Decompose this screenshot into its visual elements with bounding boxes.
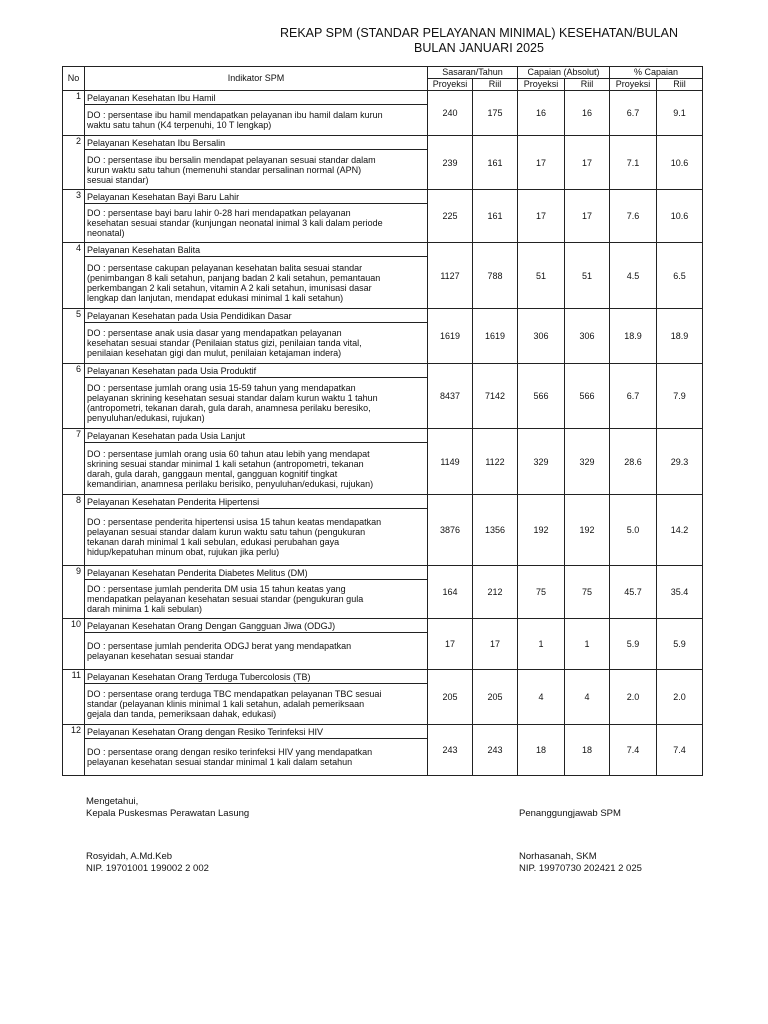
- definition-line: skrining sesuai standar minimal 1 kali setahun (antropometri, tekanan: [87, 458, 364, 469]
- definition-line: DO : persentase cakupan pelayanan kesehatan balita sesuai standar: [87, 262, 363, 273]
- head-nip: NIP. 19701001 199002 2 002: [86, 863, 209, 874]
- value-sasaran-riil: 161: [473, 136, 518, 190]
- value-sasaran-riil: 243: [473, 725, 518, 776]
- indicator-row: [63, 364, 703, 378]
- value-capaian-riil: 18: [565, 725, 610, 776]
- value-capaian-proyeksi: 4: [518, 670, 565, 725]
- definition-line: (penimbangan 8 kali setahun, panjang badan 2 kali setahun, pemantauan: [87, 272, 381, 283]
- value-capaian-riil: 4: [565, 670, 610, 725]
- value-sasaran-proyeksi: 164: [428, 566, 473, 619]
- value-persen-proyeksi: 45.7: [610, 566, 657, 619]
- definition-line: DO : persentase jumlah orang usia 60 tahun atau lebih yang mendapat: [87, 448, 370, 459]
- value-persen-riil: 2.0: [657, 670, 703, 725]
- indicator-row: [63, 566, 703, 580]
- indicator-number: 9: [63, 566, 85, 619]
- indicator-number: 11: [63, 670, 85, 725]
- definition-line: DO : persentase ibu hamil mendapatkan pelayanan ibu hamil dalam kurun: [87, 110, 383, 120]
- value-persen-proyeksi: 5.0: [610, 495, 657, 566]
- indicator-row: [63, 429, 703, 443]
- subheader-proyeksi: Proyeksi: [518, 79, 565, 91]
- value-capaian-proyeksi: 566: [518, 364, 565, 429]
- indicator-name: Pelayanan Kesehatan Balita: [85, 243, 428, 257]
- definition-line: mendapatkan pelayanan kesehatan sesuai standar (pengukuran gula: [87, 594, 364, 604]
- indicator-name: Pelayanan Kesehatan pada Usia Pendidikan Dasar: [85, 309, 428, 323]
- value-persen-proyeksi: 7.4: [610, 725, 657, 776]
- indicator-definition: [85, 257, 428, 309]
- definition-line: hidup/kepatuhan minum obat, rujukan jika perlu): [87, 547, 280, 557]
- definition-line: sesuai standar): [87, 174, 149, 185]
- definition-line: pelayanan kesehatan sesuai standar minimal 1 kali dalam setahun: [87, 757, 353, 767]
- indicator-definition: [85, 443, 428, 495]
- definition-line: kesehatan sesuai standar (Penilaian status gizi, penilaian tanda vital,: [87, 338, 362, 348]
- indicator-number: 8: [63, 495, 85, 566]
- indicator-row: [63, 495, 703, 509]
- value-sasaran-riil: 1619: [473, 309, 518, 364]
- table-body: [63, 91, 703, 776]
- value-persen-riil: 6.5: [657, 243, 703, 309]
- indicator-row: [63, 725, 703, 739]
- indicator-name: Pelayanan Kesehatan Ibu Hamil: [85, 91, 428, 105]
- value-sasaran-proyeksi: 243: [428, 725, 473, 776]
- definition-line: DO : persentase anak usia dasar yang mendapatkan pelayanan: [87, 328, 342, 338]
- value-persen-proyeksi: 28.6: [610, 429, 657, 495]
- value-capaian-riil: 329: [565, 429, 610, 495]
- value-persen-proyeksi: 7.6: [610, 190, 657, 243]
- value-capaian-proyeksi: 306: [518, 309, 565, 364]
- indicator-name: Pelayanan Kesehatan Orang dengan Resiko Terinfeksi HIV: [85, 725, 428, 739]
- value-sasaran-riil: 212: [473, 566, 518, 619]
- value-capaian-riil: 75: [565, 566, 610, 619]
- subheader-riil: Riil: [565, 79, 610, 91]
- value-persen-riil: 29.3: [657, 429, 703, 495]
- indicator-definition: [85, 633, 428, 670]
- value-persen-riil: 10.6: [657, 190, 703, 243]
- responsible-title: Penanggungjawab SPM: [519, 808, 621, 819]
- value-capaian-proyeksi: 192: [518, 495, 565, 566]
- definition-line: (antropometri, tekanan darah, gula darah, anamnesa perilaku beresiko,: [87, 403, 371, 413]
- definition-line: penilaian kesehatan gigi dan mulut, penilaian ketajaman indera): [87, 348, 342, 358]
- report-subtitle: BULAN JANUARI 2025: [414, 41, 544, 55]
- indicator-name: Pelayanan Kesehatan Orang Terduga Tubercolosis (TB): [85, 670, 428, 684]
- indicator-definition: [85, 378, 428, 429]
- value-capaian-riil: 17: [565, 136, 610, 190]
- value-persen-riil: 9.1: [657, 91, 703, 136]
- indicator-number: 4: [63, 243, 85, 309]
- value-sasaran-proyeksi: 240: [428, 91, 473, 136]
- value-persen-riil: 7.9: [657, 364, 703, 429]
- signature-left-name-block: [86, 851, 209, 875]
- indicator-row: [63, 91, 703, 105]
- head-name: Rosyidah, A.Md.Keb: [86, 851, 173, 862]
- value-sasaran-proyeksi: 225: [428, 190, 473, 243]
- indicator-definition: [85, 204, 428, 243]
- definition-line: pelayanan kesehatan sesuai standar: [87, 651, 234, 661]
- definition-line: waktu satu tahun (K4 terpenuhi, 10 T lengkap): [87, 120, 272, 130]
- value-sasaran-proyeksi: 17: [428, 619, 473, 670]
- definition-line: tekanan darah minimal 1 kali sebulan, edukasi perubahan gaya: [87, 537, 340, 547]
- value-sasaran-riil: 1356: [473, 495, 518, 566]
- definition-line: pelayanan sesuai standar dalam kurun waktu satu tahun (pengukuran: [87, 527, 366, 537]
- value-persen-riil: 18.9: [657, 309, 703, 364]
- value-persen-proyeksi: 6.7: [610, 364, 657, 429]
- value-capaian-proyeksi: 75: [518, 566, 565, 619]
- definition-line: kesehatan sesuai standar (kunjungan neonatal inimal 3 kali dalam periode: [87, 218, 383, 228]
- definition-line: DO : persentase jumlah orang usia 15-59 tahun yang mendapatkan: [87, 383, 356, 393]
- indicator-definition: [85, 684, 428, 725]
- value-sasaran-riil: 205: [473, 670, 518, 725]
- value-capaian-proyeksi: 16: [518, 91, 565, 136]
- value-persen-proyeksi: 6.7: [610, 91, 657, 136]
- indicator-definition: [85, 150, 428, 190]
- definition-line: gejala dan tanda, pemeriksaan dahak, edukasi): [87, 709, 277, 719]
- definition-line: neonatal): [87, 228, 125, 238]
- indicator-name: Pelayanan Kesehatan Penderita Hipertensi: [85, 495, 428, 509]
- indicator-number: 2: [63, 136, 85, 190]
- header-indikator: Indikator SPM: [85, 67, 428, 91]
- value-sasaran-proyeksi: 8437: [428, 364, 473, 429]
- value-sasaran-proyeksi: 1127: [428, 243, 473, 309]
- indicator-number: 12: [63, 725, 85, 776]
- value-capaian-riil: 306: [565, 309, 610, 364]
- indicator-name: Pelayanan Kesehatan Orang Dengan Gangguan Jiwa (ODGJ): [85, 619, 428, 633]
- indicator-number: 10: [63, 619, 85, 670]
- value-sasaran-proyeksi: 239: [428, 136, 473, 190]
- definition-line: kemandirian, anamnesa perilaku berisiko, penyuluhan/edukasi, rujukan): [87, 478, 374, 489]
- value-persen-proyeksi: 5.9: [610, 619, 657, 670]
- definition-line: penyuluhan/edukasi, rujukan): [87, 413, 205, 423]
- value-sasaran-riil: 161: [473, 190, 518, 243]
- definition-line: lengkap dan lanjutan, mendapat edukasi minimal 1 kali setahun): [87, 292, 344, 303]
- definition-line: DO : persentase jumlah penderita DM usia 15 tahun keatas yang: [87, 584, 346, 594]
- value-persen-proyeksi: 4.5: [610, 243, 657, 309]
- spm-table: [62, 66, 703, 776]
- responsible-name: Norhasanah, SKM: [519, 851, 597, 862]
- head-title: Kepala Puskesmas Perawatan Lasung: [86, 808, 250, 819]
- value-sasaran-riil: 175: [473, 91, 518, 136]
- value-capaian-proyeksi: 17: [518, 190, 565, 243]
- definition-line: darah, gula darah, ganggaun mental, gangguan kognitif tingkat: [87, 468, 338, 479]
- value-persen-riil: 5.9: [657, 619, 703, 670]
- value-capaian-proyeksi: 51: [518, 243, 565, 309]
- indicator-definition: [85, 509, 428, 566]
- indicator-row: [63, 136, 703, 150]
- definition-line: perkembangan 2 kali setahun, vitamin A 2 kali setahun, imunisasi dasar: [87, 282, 372, 293]
- indicator-row: [63, 619, 703, 633]
- value-capaian-riil: 192: [565, 495, 610, 566]
- value-sasaran-proyeksi: 3876: [428, 495, 473, 566]
- value-persen-riil: 35.4: [657, 566, 703, 619]
- value-persen-riil: 10.6: [657, 136, 703, 190]
- definition-line: standar (pelayanan klinis minimal 1 kali setahun, adalah pemeriksaan: [87, 699, 365, 709]
- value-sasaran-riil: 17: [473, 619, 518, 670]
- value-capaian-proyeksi: 329: [518, 429, 565, 495]
- indicator-number: 3: [63, 190, 85, 243]
- indicator-row: [63, 670, 703, 684]
- header-sasaran: Sasaran/Tahun: [428, 67, 518, 79]
- value-persen-riil: 14.2: [657, 495, 703, 566]
- subheader-proyeksi: Proyeksi: [428, 79, 473, 91]
- indicator-number: 5: [63, 309, 85, 364]
- definition-line: kurun waktu satu tahun (memenuhi standar persalinan normal (APN): [87, 164, 362, 175]
- signature-right-name-block: [519, 851, 642, 875]
- indicator-row: [63, 243, 703, 257]
- value-persen-riil: 7.4: [657, 725, 703, 776]
- signature-right-block: [519, 808, 621, 820]
- report-title: REKAP SPM (STANDAR PELAYANAN MINIMAL) KESEHATAN/BULAN: [279, 26, 678, 40]
- responsible-nip: NIP. 19970730 202421 2 025: [519, 863, 642, 874]
- definition-line: darah minima 1 kali sebulan): [87, 604, 203, 614]
- value-sasaran-proyeksi: 205: [428, 670, 473, 725]
- indicator-definition: [85, 580, 428, 619]
- value-capaian-proyeksi: 1: [518, 619, 565, 670]
- value-capaian-riil: 17: [565, 190, 610, 243]
- definition-line: DO : persentase ibu bersalin mendapat pelayanan sesuai standar dalam: [87, 154, 376, 165]
- subheader-riil: Riil: [657, 79, 703, 91]
- subheader-riil: Riil: [473, 79, 518, 91]
- value-sasaran-riil: 7142: [473, 364, 518, 429]
- header-persen-capaian: % Capaian: [610, 67, 703, 79]
- indicator-number: 1: [63, 91, 85, 136]
- indicator-number: 6: [63, 364, 85, 429]
- value-sasaran-riil: 1122: [473, 429, 518, 495]
- definition-line: DO : persentase orang terduga TBC mendapatkan pelayanan TBC sesuai: [87, 689, 382, 699]
- value-persen-proyeksi: 18.9: [610, 309, 657, 364]
- definition-line: DO : persentase penderita hipertensi usisa 15 tahun keatas mendapatkan: [87, 517, 382, 527]
- definition-line: DO : persentase orang dengan resiko terinfeksi HIV yang mendapatkan: [87, 747, 373, 757]
- value-sasaran-proyeksi: 1619: [428, 309, 473, 364]
- header-capaian: Capaian (Absolut): [518, 67, 610, 79]
- value-capaian-riil: 16: [565, 91, 610, 136]
- indicator-definition: [85, 739, 428, 776]
- indicator-definition: [85, 323, 428, 364]
- indicator-name: Pelayanan Kesehatan Bayi Baru Lahir: [85, 190, 428, 204]
- signature-left-block: [86, 796, 249, 820]
- value-capaian-riil: 1: [565, 619, 610, 670]
- value-sasaran-riil: 788: [473, 243, 518, 309]
- subheader-proyeksi: Proyeksi: [610, 79, 657, 91]
- definition-line: pelayanan skrining kesehatan sesuai standar dalam kurun waktu 1 tahun: [87, 393, 378, 403]
- value-sasaran-proyeksi: 1149: [428, 429, 473, 495]
- value-persen-proyeksi: 2.0: [610, 670, 657, 725]
- indicator-name: Pelayanan Kesehatan Ibu Bersalin: [85, 136, 428, 150]
- header-no: No: [63, 67, 85, 91]
- indicator-name: Pelayanan Kesehatan Penderita Diabetes Melitus (DM): [85, 566, 428, 580]
- indicator-row: [63, 309, 703, 323]
- value-persen-proyeksi: 7.1: [610, 136, 657, 190]
- indicator-definition: [85, 105, 428, 136]
- definition-line: DO : persentase jumlah penderita ODGJ berat yang mendapatkan: [87, 641, 352, 651]
- value-capaian-riil: 51: [565, 243, 610, 309]
- acknowledged-label: Mengetahui,: [86, 796, 139, 807]
- definition-line: DO : persentase bayi baru lahir 0-28 hari mendapatkan pelayanan: [87, 208, 351, 218]
- indicator-row: [63, 190, 703, 204]
- value-capaian-proyeksi: 18: [518, 725, 565, 776]
- indicator-name: Pelayanan Kesehatan pada Usia Produktif: [85, 364, 428, 378]
- indicator-number: 7: [63, 429, 85, 495]
- value-capaian-proyeksi: 17: [518, 136, 565, 190]
- value-capaian-riil: 566: [565, 364, 610, 429]
- indicator-name: Pelayanan Kesehatan pada Usia Lanjut: [85, 429, 428, 443]
